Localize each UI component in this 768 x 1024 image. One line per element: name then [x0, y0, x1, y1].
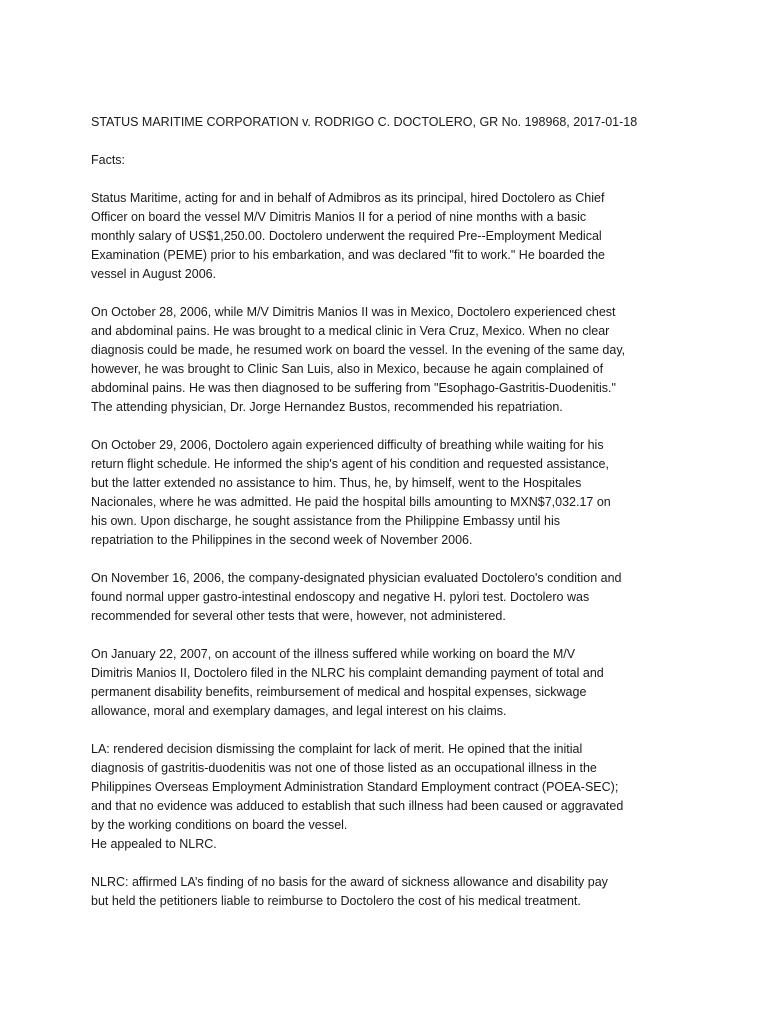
paragraph-line: allowance, moral and exemplary damages, and legal interest on his claims. [91, 704, 507, 718]
paragraph-line: monthly salary of US$1,250.00. Doctolero underwent the required Pre--Employment Medical [91, 229, 602, 243]
paragraph-line: repatriation to the Philippines in the second week of November 2006. [91, 533, 473, 547]
facts-heading: Facts: [91, 153, 126, 167]
paragraph-line: Nacionales, where he was admitted. He paid the hospital bills amounting to MXN$7,032.17 on [91, 495, 611, 509]
spacer [91, 854, 691, 873]
spacer [91, 417, 691, 436]
spacer [91, 170, 691, 189]
paragraph-line: vessel in August 2006. [91, 267, 217, 281]
paragraph-line: Officer on board the vessel M/V Dimitris Manios II for a period of nine months with a basic [91, 210, 587, 224]
paragraph-hiring [91, 189, 691, 284]
paragraph-line: LA: rendered decision dismissing the complaint for lack of merit. He opined that the initial [91, 742, 583, 756]
paragraph-nlrc-decision [91, 873, 691, 911]
paragraph-line: recommended for several other tests that were, however, not administered. [91, 609, 506, 623]
paragraph-hospital [91, 436, 691, 550]
paragraph-line: Dimitris Manios II, Doctolero filed in the NLRC his complaint demanding payment of total and [91, 666, 604, 680]
spacer [91, 550, 691, 569]
paragraph-evaluation [91, 569, 691, 626]
paragraph-line: The attending physician, Dr. Jorge Hernandez Bustos, recommended his repatriation. [91, 400, 563, 414]
paragraph-line: Status Maritime, acting for and in behalf of Admibros as its principal, hired Doctolero as Chief [91, 191, 605, 205]
paragraph-line: On January 22, 2007, on account of the illness suffered while working on board the M/V [91, 647, 576, 661]
paragraph-line: permanent disability benefits, reimbursement of medical and hospital expenses, sickwage [91, 685, 587, 699]
document-page [91, 113, 691, 911]
paragraph-line: He appealed to NLRC. [91, 837, 217, 851]
paragraph-line: but held the petitioners liable to reimburse to Doctolero the cost of his medical treatment. [91, 894, 581, 908]
paragraph-line: and abdominal pains. He was brought to a medical clinic in Vera Cruz, Mexico. When no clear [91, 324, 610, 338]
paragraph-line: On November 16, 2006, the company-designated physician evaluated Doctolero's condition and [91, 571, 622, 585]
paragraph-line: diagnosis of gastritis-duodenitis was not one of those listed as an occupational illness in the [91, 761, 597, 775]
paragraph-complaint [91, 645, 691, 721]
paragraph-line: NLRC: affirmed LA’s finding of no basis for the award of sickness allowance and disability pay [91, 875, 608, 889]
paragraph-line: but the latter extended no assistance to him. Thus, he, by himself, went to the Hospitales [91, 476, 582, 490]
paragraph-line: found normal upper gastro-intestinal endoscopy and negative H. pylori test. Doctolero was [91, 590, 590, 604]
paragraph-line: On October 28, 2006, while M/V Dimitris Manios II was in Mexico, Doctolero experienced chest [91, 305, 616, 319]
paragraph-line: Philippines Overseas Employment Administration Standard Employment contract (POEA-SEC); [91, 780, 619, 794]
paragraph-line: return flight schedule. He informed the ship's agent of his condition and requested assistance, [91, 457, 609, 471]
paragraph-line: his own. Upon discharge, he sought assistance from the Philippine Embassy until his [91, 514, 561, 528]
paragraph-line: On October 29, 2006, Doctolero again experienced difficulty of breathing while waiting for his [91, 438, 604, 452]
paragraph-line: and that no evidence was adduced to establish that such illness had been caused or aggravated [91, 799, 624, 813]
paragraph-line: abdominal pains. He was then diagnosed to be suffering from "Esophago-Gastritis-Duodenitis." [91, 381, 616, 395]
paragraph-line: however, he was brought to Clinic San Luis, also in Mexico, because he again complained of [91, 362, 604, 376]
paragraph-line: by the working conditions on board the vessel. [91, 818, 348, 832]
spacer [91, 626, 691, 645]
paragraph-line: Examination (PEME) prior to his embarkation, and was declared "fit to work." He boarded the [91, 248, 605, 262]
paragraph-illness [91, 303, 691, 417]
spacer [91, 284, 691, 303]
paragraph-la-decision [91, 740, 691, 854]
case-title: STATUS MARITIME CORPORATION v. RODRIGO C. DOCTOLERO, GR No. 198968, 2017-01-18 [91, 115, 638, 129]
spacer [91, 132, 691, 151]
paragraph-line: diagnosis could be made, he resumed work on board the vessel. In the evening of the same day, [91, 343, 626, 357]
spacer [91, 721, 691, 740]
